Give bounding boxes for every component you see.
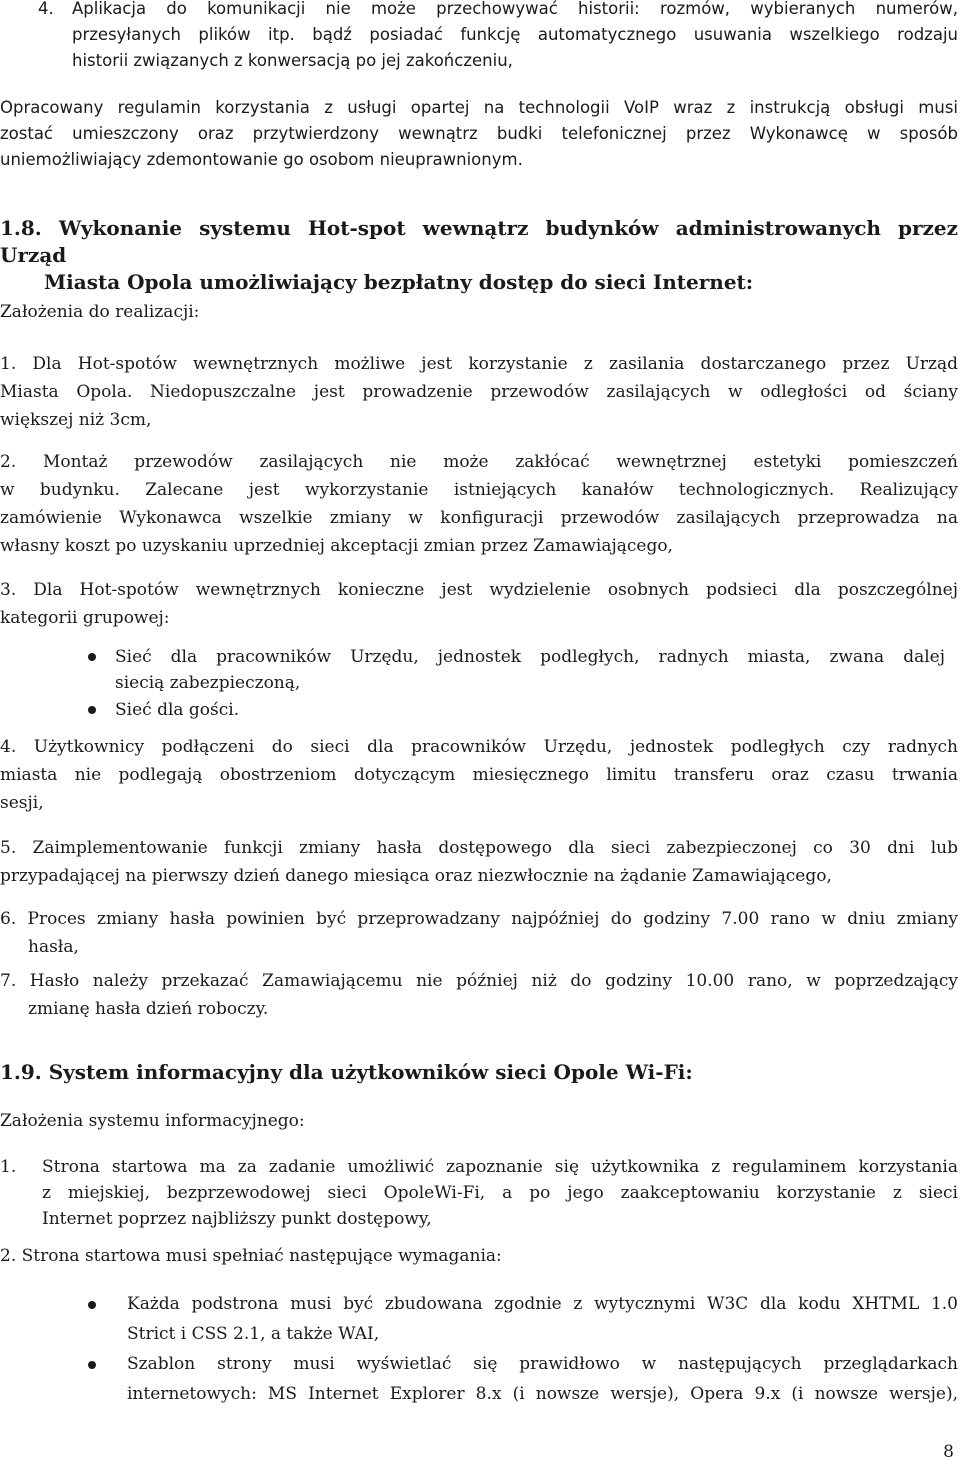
section-subheading: Założenia systemu informacyjnego: — [0, 1111, 305, 1131]
bullet-item — [115, 643, 945, 697]
text-line: 2. Montaż przewodów zasilających nie może zakłócać wewnętrznej estetyki pomieszczeń — [0, 452, 958, 472]
text-line: Internet poprzez najbliższy punkt dostępowy, — [42, 1209, 432, 1229]
text-line: 6. Proces zmiany hasła powinien być przeprowadzany najpóźniej do godziny 7.00 rano w dniu zmiany — [0, 909, 958, 929]
text-line: Sieć dla pracowników Urzędu, jednostek podległych, radnych miasta, zwana dalej — [115, 647, 945, 667]
list-number: 1. — [0, 1157, 17, 1177]
bullet-item — [127, 1350, 958, 1408]
text-line: Strona startowa ma za zadanie umożliwić zapoznanie się użytkownika z regulaminem korzystania — [42, 1157, 958, 1177]
text-line: w budynku. Zalecane jest wykorzystanie istniejących kanałów technologicznych. Realizujący — [0, 480, 958, 500]
list-item-7 — [0, 967, 958, 1023]
list-number: 4. — [38, 0, 54, 18]
list-item-1 — [0, 350, 958, 434]
list-item-4 — [0, 733, 958, 817]
text-line: Szablon strony musi wyświetlać się prawidłowo w następujących przeglądarkach — [127, 1354, 958, 1374]
heading-line: 1.8. Wykonanie systemu Hot-spot wewnątrz budynków administrowanych przez Urząd — [0, 216, 958, 267]
bullet-item — [115, 696, 945, 724]
text-line: siecią zabezpieczoną, — [115, 673, 301, 693]
text-line: przesyłanych plików itp. bądź posiadać funkcję automatycznego usuwania wszelkiego rodzaju — [72, 25, 958, 44]
list-item-6 — [0, 905, 958, 961]
text-line: 1. Dla Hot-spotów wewnętrznych możliwe jest korzystanie z zasilania dostarczanego przez Urząd — [0, 354, 958, 374]
text-line: przypadającej na pierwszy dzień danego miesiąca oraz niezwłocznie na żądanie Zamawiającego, — [0, 866, 832, 886]
list-item-1-9-1 — [42, 1153, 958, 1233]
bullet-icon — [88, 653, 96, 661]
top-list-item — [72, 0, 958, 74]
list-item-3 — [0, 576, 958, 632]
page-number: 8 — [943, 1442, 954, 1462]
bullet-icon — [88, 706, 96, 714]
text-line: miasta nie podlegają obostrzeniom dotyczącym miesięcznego limitu transferu oraz czasu trwania — [0, 765, 958, 785]
text-line: Każda podstrona musi być zbudowana zgodnie z wytycznymi W3C dla kodu XHTML 1.0 — [127, 1294, 958, 1314]
text-line: z miejskiej, bezprzewodowej sieci OpoleWi-Fi, a po jego zaakceptowaniu korzystanie z sieci — [42, 1183, 958, 1203]
list-item-2 — [0, 448, 958, 560]
text-line: 7. Hasło należy przekazać Zamawiającemu nie później niż do godziny 10.00 rano, w poprzedzający — [0, 971, 958, 991]
text-line: Aplikacja do komunikacji nie może przechowywać historii: rozmów, wybieranych numerów, — [72, 0, 958, 18]
heading-line: Miasta Opola umożliwiający bezpłatny dostęp do sieci Internet: — [44, 270, 754, 294]
text-line: internetowych: MS Internet Explorer 8.x (i nowsze wersje), Opera 9.x (i nowsze wersje), — [127, 1384, 958, 1404]
text-line: kategorii grupowej: — [0, 608, 170, 628]
text-line: zamówienie Wykonawca wszelkie zmiany w konfiguracji przewodów zasilających przeprowadza na — [0, 508, 958, 528]
text-line: Miasta Opola. Niedopuszczalne jest prowadzenie przewodów zasilających w odległości od ściany — [0, 382, 958, 402]
regulation-paragraph — [0, 95, 958, 173]
text-line: własny koszt po uzyskaniu uprzedniej akceptacji zmian przez Zamawiającego, — [0, 536, 673, 556]
text-line: uniemożliwiający zdemontowanie go osobom nieuprawnionym. — [0, 150, 523, 169]
text-line: hasła, — [28, 937, 79, 957]
section-heading-1-8 — [0, 215, 958, 296]
section-heading-1-9: 1.9. System informacyjny dla użytkowników sieci Opole Wi-Fi: — [0, 1060, 693, 1084]
text-line: Opracowany regulamin korzystania z usługi opartej na technologii VoIP wraz z instrukcją obsługi musi — [0, 98, 958, 117]
text-line: większej niż 3cm, — [0, 410, 152, 430]
text-line: sesji, — [0, 793, 44, 813]
text-line: zostać umieszczony oraz przytwierdzony wewnątrz budki telefonicznej przez Wykonawcę w sposób — [0, 124, 958, 143]
bullet-icon — [88, 1301, 96, 1309]
text-line: 3. Dla Hot-spotów wewnętrznych konieczne jest wydzielenie osobnych podsieci dla poszczególnej — [0, 580, 958, 600]
list-item-1-9-2: 2. Strona startowa musi spełniać następujące wymagania: — [0, 1246, 502, 1266]
text-line: historii związanych z konwersacją po jej zakończeniu, — [72, 51, 513, 70]
section-subheading: Założenia do realizacji: — [0, 302, 200, 322]
text-line: Strict i CSS 2.1, a także WAI, — [127, 1324, 380, 1344]
text-line: Sieć dla gości. — [115, 700, 240, 720]
text-line: 4. Użytkownicy podłączeni do sieci dla pracowników Urzędu, jednostek podległych czy radnych — [0, 737, 958, 757]
text-line: 5. Zaimplementowanie funkcji zmiany hasła dostępowego dla sieci zabezpieczonej co 30 dni lub — [0, 838, 958, 858]
bullet-icon — [88, 1361, 96, 1369]
bullet-item — [127, 1290, 958, 1348]
text-line: zmianę hasła dzień roboczy. — [28, 999, 269, 1019]
list-item-5 — [0, 834, 958, 890]
